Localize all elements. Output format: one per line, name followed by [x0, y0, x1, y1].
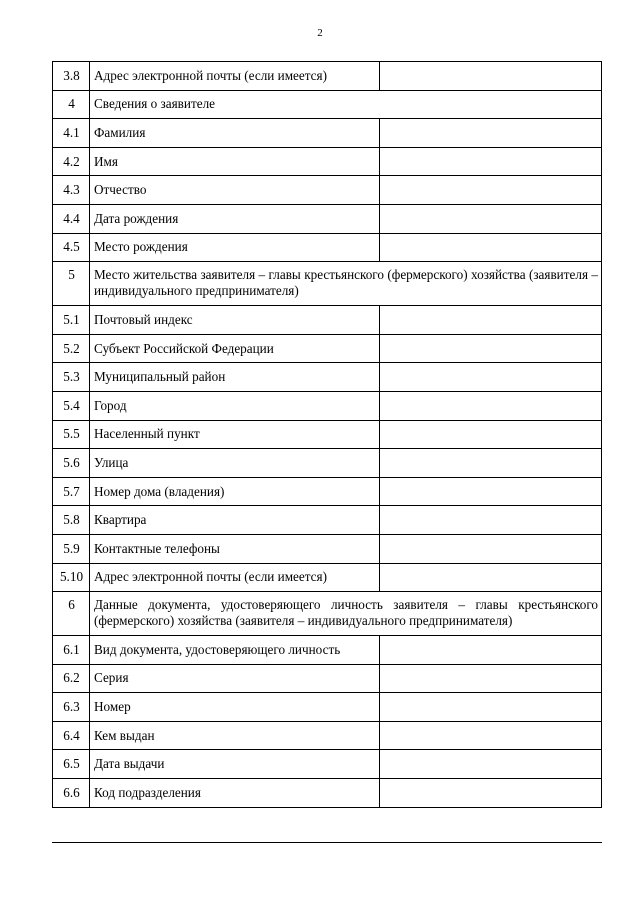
row-number: 4.5	[53, 233, 90, 262]
table-row	[53, 664, 602, 693]
page-number: 2	[317, 27, 323, 39]
row-label: Место рождения	[90, 233, 380, 262]
value-cell[interactable]	[380, 147, 602, 176]
row-number: 6.2	[53, 664, 90, 693]
value-cell[interactable]	[380, 391, 602, 420]
value-cell[interactable]	[380, 506, 602, 535]
row-label: Квартира	[90, 506, 380, 535]
section-label: Место жительства заявителя – главы крестьянского (фермерского) хозяйства (заявителя – индивидуального предпринимателя)	[90, 262, 602, 306]
section-number: 5	[53, 262, 90, 306]
table-row	[53, 506, 602, 535]
footer-divider	[52, 842, 602, 843]
row-label: Имя	[90, 147, 380, 176]
row-number: 5.1	[53, 306, 90, 335]
row-number: 6.1	[53, 636, 90, 665]
value-cell[interactable]	[380, 664, 602, 693]
value-cell[interactable]	[380, 176, 602, 205]
value-cell[interactable]	[380, 363, 602, 392]
row-label: Субъект Российской Федерации	[90, 334, 380, 363]
row-number: 6.6	[53, 779, 90, 808]
section-row	[53, 90, 602, 119]
row-number: 5.9	[53, 534, 90, 563]
row-label: Дата выдачи	[90, 750, 380, 779]
value-cell[interactable]	[380, 636, 602, 665]
row-number: 6.4	[53, 721, 90, 750]
row-label: Город	[90, 391, 380, 420]
table-row	[53, 750, 602, 779]
value-cell[interactable]	[380, 477, 602, 506]
row-label: Отчество	[90, 176, 380, 205]
value-cell[interactable]	[380, 233, 602, 262]
row-number: 4.2	[53, 147, 90, 176]
row-label: Улица	[90, 449, 380, 478]
section-number: 6	[53, 592, 90, 636]
row-label: Адрес электронной почты (если имеется)	[90, 563, 380, 592]
row-label: Муниципальный район	[90, 363, 380, 392]
table-row	[53, 534, 602, 563]
table-row	[53, 119, 602, 148]
row-number: 5.4	[53, 391, 90, 420]
table-row	[53, 779, 602, 808]
table-row	[53, 204, 602, 233]
table-row	[53, 176, 602, 205]
row-number: 4.3	[53, 176, 90, 205]
table-row	[53, 306, 602, 335]
row-label: Вид документа, удостоверяющего личность	[90, 636, 380, 665]
row-label: Серия	[90, 664, 380, 693]
row-label: Почтовый индекс	[90, 306, 380, 335]
table-row	[53, 693, 602, 722]
applicant-form-table	[52, 61, 602, 808]
row-label: Контактные телефоны	[90, 534, 380, 563]
row-label: Фамилия	[90, 119, 380, 148]
table-row	[53, 334, 602, 363]
row-number: 6.5	[53, 750, 90, 779]
row-label: Номер дома (владения)	[90, 477, 380, 506]
row-number: 4.1	[53, 119, 90, 148]
value-cell[interactable]	[380, 534, 602, 563]
row-label: Адрес электронной почты (если имеется)	[90, 62, 380, 91]
table-row	[53, 147, 602, 176]
row-label: Дата рождения	[90, 204, 380, 233]
row-number: 5.8	[53, 506, 90, 535]
value-cell[interactable]	[380, 62, 602, 91]
value-cell[interactable]	[380, 306, 602, 335]
value-cell[interactable]	[380, 334, 602, 363]
value-cell[interactable]	[380, 779, 602, 808]
row-label: Номер	[90, 693, 380, 722]
section-row	[53, 592, 602, 636]
row-label: Кем выдан	[90, 721, 380, 750]
table-row	[53, 62, 602, 91]
value-cell[interactable]	[380, 721, 602, 750]
table-row	[53, 391, 602, 420]
table-row	[53, 563, 602, 592]
table-row	[53, 636, 602, 665]
value-cell[interactable]	[380, 750, 602, 779]
row-label: Код подразделения	[90, 779, 380, 808]
value-cell[interactable]	[380, 204, 602, 233]
value-cell[interactable]	[380, 693, 602, 722]
row-number: 4.4	[53, 204, 90, 233]
row-number: 5.5	[53, 420, 90, 449]
row-number: 6.3	[53, 693, 90, 722]
row-number: 5.7	[53, 477, 90, 506]
table-row	[53, 233, 602, 262]
section-row	[53, 262, 602, 306]
value-cell[interactable]	[380, 119, 602, 148]
section-label: Данные документа, удостоверяющего личность заявителя – главы крестьянского (фермерского) хозяйства (заявителя – индивидуального предпринимателя)	[90, 592, 602, 636]
value-cell[interactable]	[380, 420, 602, 449]
row-label: Населенный пункт	[90, 420, 380, 449]
row-number: 3.8	[53, 62, 90, 91]
table-row	[53, 420, 602, 449]
row-number: 5.2	[53, 334, 90, 363]
section-number: 4	[53, 90, 90, 119]
value-cell[interactable]	[380, 563, 602, 592]
table-row	[53, 363, 602, 392]
table-row	[53, 449, 602, 478]
table-row	[53, 721, 602, 750]
row-number: 5.10	[53, 563, 90, 592]
section-label: Сведения о заявителе	[90, 90, 602, 119]
row-number: 5.3	[53, 363, 90, 392]
table-row	[53, 477, 602, 506]
row-number: 5.6	[53, 449, 90, 478]
value-cell[interactable]	[380, 449, 602, 478]
